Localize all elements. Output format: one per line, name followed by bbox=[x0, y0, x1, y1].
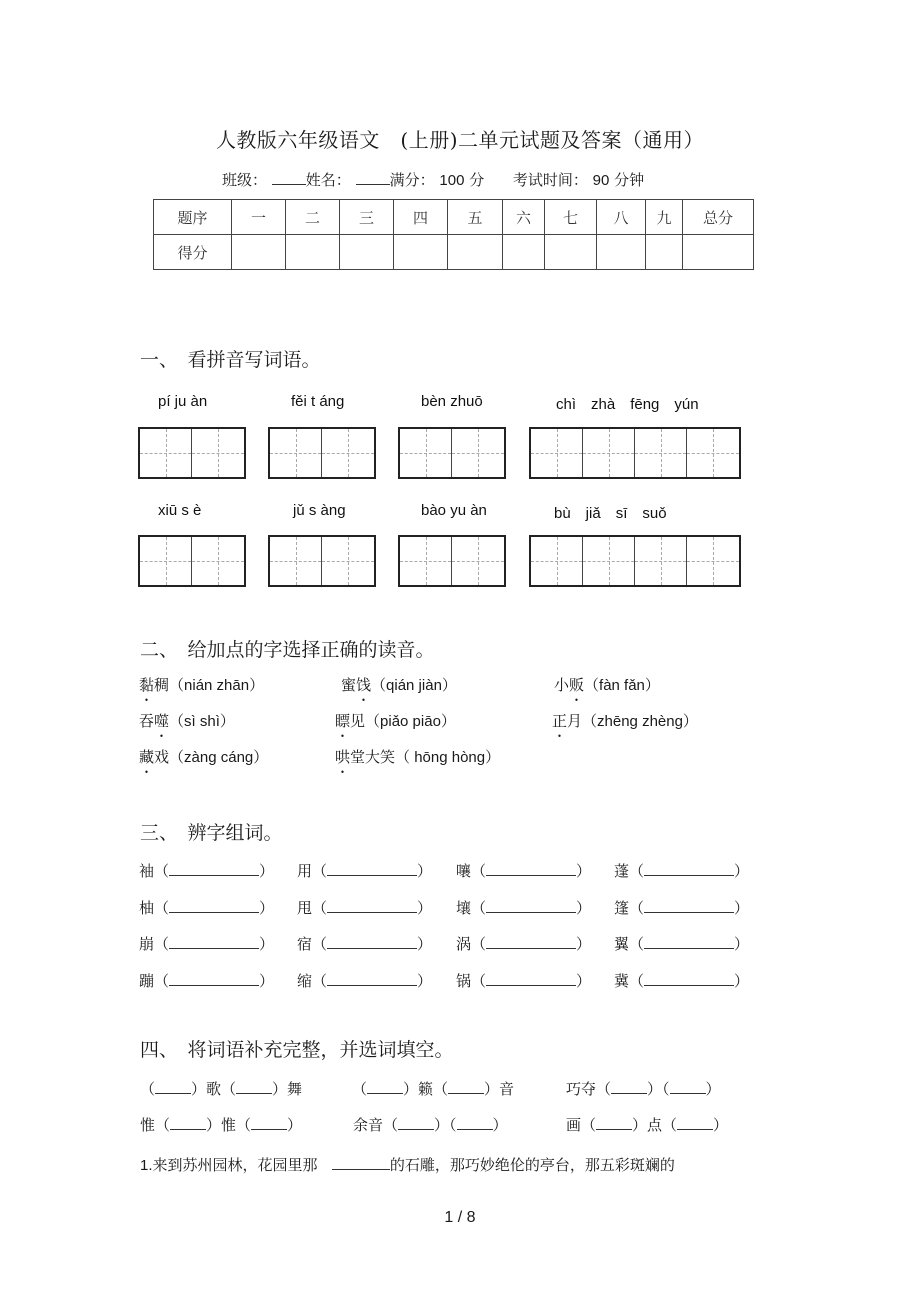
document-title: 人教版六年级语文 (上册)二单元试题及答案（通用） bbox=[215, 128, 705, 152]
grid-cell[interactable] bbox=[192, 429, 244, 477]
pronunciation-options[interactable]: （zhēng zhèng） bbox=[582, 713, 698, 730]
answer-blank[interactable] bbox=[486, 934, 576, 949]
score-cell[interactable] bbox=[340, 235, 394, 270]
grid-cell[interactable] bbox=[583, 429, 635, 477]
writing-grid[interactable] bbox=[529, 535, 741, 587]
grid-cell[interactable] bbox=[635, 537, 687, 585]
answer-blank[interactable] bbox=[332, 1155, 390, 1170]
answer-blank[interactable] bbox=[327, 971, 417, 986]
grid-cell[interactable] bbox=[400, 537, 452, 585]
score-cell[interactable] bbox=[286, 235, 340, 270]
dotted-char: 贩 bbox=[569, 676, 585, 694]
pinyin-label: bù jiǎ sī suǒ bbox=[554, 505, 667, 522]
score-cell[interactable] bbox=[597, 235, 646, 270]
answer-blank[interactable] bbox=[367, 1079, 403, 1094]
pronunciation-options[interactable]: （sì shì） bbox=[169, 713, 235, 730]
answer-blank[interactable] bbox=[169, 934, 259, 949]
answer-blank[interactable] bbox=[169, 898, 259, 913]
grid-cell[interactable] bbox=[687, 537, 739, 585]
answer-blank[interactable] bbox=[327, 898, 417, 913]
score-header-cell: 题序 bbox=[154, 200, 232, 235]
answer-blank[interactable] bbox=[486, 971, 576, 986]
section3-heading: 三、 辨字组词。 bbox=[140, 822, 283, 844]
grid-cell[interactable] bbox=[270, 429, 322, 477]
word-item: 袖（ ） bbox=[139, 862, 275, 880]
idiom-item: 惟（ ）惟（ ） bbox=[140, 1116, 303, 1134]
word-item: 壤（ ） bbox=[456, 899, 592, 917]
answer-blank[interactable] bbox=[170, 1115, 206, 1130]
answer-blank[interactable] bbox=[155, 1079, 191, 1094]
grid-cell[interactable] bbox=[140, 537, 192, 585]
answer-blank[interactable] bbox=[644, 898, 734, 913]
idiom-item: 画（ ）点（ ） bbox=[566, 1116, 729, 1134]
score-header-cell: 六 bbox=[503, 200, 545, 235]
dotted-char: 藏 bbox=[139, 748, 155, 766]
section2-heading: 二、 给加点的字选择正确的读音。 bbox=[140, 639, 435, 661]
grid-cell[interactable] bbox=[452, 429, 504, 477]
score-header-cell: 五 bbox=[448, 200, 503, 235]
pronunciation-options[interactable]: （nián zhān） bbox=[169, 677, 265, 694]
fill-sentence: 1.来到苏州园林，花园里那 的石雕，那巧妙绝伦的亭台，那五彩斑斓的 bbox=[140, 1156, 675, 1174]
answer-blank[interactable] bbox=[611, 1079, 647, 1094]
writing-grid[interactable] bbox=[398, 427, 506, 479]
full-score-label: 满分： bbox=[389, 171, 435, 189]
answer-blank[interactable] bbox=[448, 1079, 484, 1094]
pronunciation-item: 正月（zhēng zhèng） bbox=[552, 712, 698, 730]
word-item: 锅（ ） bbox=[456, 972, 592, 990]
score-header-cell: 七 bbox=[545, 200, 597, 235]
word-item: 蓬（ ） bbox=[614, 862, 750, 880]
answer-blank[interactable] bbox=[327, 934, 417, 949]
answer-blank[interactable] bbox=[486, 861, 576, 876]
answer-blank[interactable] bbox=[644, 971, 734, 986]
score-header-cell: 四 bbox=[394, 200, 448, 235]
time-value: 90 bbox=[592, 172, 610, 189]
time-unit: 分钟 bbox=[614, 171, 645, 189]
score-header-cell: 总分 bbox=[683, 200, 754, 235]
word-item: 冀（ ） bbox=[614, 972, 750, 990]
pronunciation-options[interactable]: （piǎo piāo） bbox=[365, 713, 456, 730]
word-item: 柚（ ） bbox=[139, 899, 275, 917]
score-header-cell: 二 bbox=[286, 200, 340, 235]
answer-blank[interactable] bbox=[169, 971, 259, 986]
answer-blank[interactable] bbox=[677, 1115, 713, 1130]
pronunciation-item: 黏稠（nián zhān） bbox=[139, 676, 265, 694]
pronunciation-options[interactable]: （qián jiàn） bbox=[371, 677, 457, 694]
full-score-value: 100 bbox=[439, 172, 465, 189]
grid-cell[interactable] bbox=[400, 429, 452, 477]
grid-cell[interactable] bbox=[687, 429, 739, 477]
answer-blank[interactable] bbox=[169, 861, 259, 876]
score-row-label: 得分 bbox=[154, 235, 232, 270]
name-label: 姓名： bbox=[305, 171, 351, 189]
answer-blank[interactable] bbox=[457, 1115, 493, 1130]
grid-cell[interactable] bbox=[270, 537, 322, 585]
writing-grid[interactable] bbox=[398, 535, 506, 587]
writing-grid[interactable] bbox=[138, 535, 246, 587]
writing-grid[interactable] bbox=[138, 427, 246, 479]
score-cell[interactable] bbox=[545, 235, 597, 270]
class-blank bbox=[272, 170, 306, 185]
pronunciation-options[interactable]: （fàn fǎn） bbox=[584, 677, 660, 694]
score-cell[interactable] bbox=[683, 235, 754, 270]
pinyin-label: jǔ s àng bbox=[293, 502, 346, 519]
pronunciation-options[interactable]: （ hōng hòng） bbox=[395, 749, 501, 766]
score-table bbox=[153, 199, 754, 270]
dotted-char: 噬 bbox=[154, 712, 170, 730]
score-cell[interactable] bbox=[394, 235, 448, 270]
word-item: 蹦（ ） bbox=[139, 972, 275, 990]
word-item: 缩（ ） bbox=[297, 972, 433, 990]
dotted-char: 瞟 bbox=[335, 712, 351, 730]
idiom-item: （ ）歌（ ）舞 bbox=[140, 1080, 303, 1098]
word-item: 宿（ ） bbox=[297, 935, 433, 953]
word-item: 甩（ ） bbox=[297, 899, 433, 917]
grid-cell[interactable] bbox=[531, 537, 583, 585]
pinyin-label: bào yu àn bbox=[421, 502, 487, 519]
sentence-number: 1. bbox=[140, 1157, 153, 1174]
answer-blank[interactable] bbox=[398, 1115, 434, 1130]
score-header-cell: 三 bbox=[340, 200, 394, 235]
grid-cell[interactable] bbox=[531, 429, 583, 477]
grid-cell[interactable] bbox=[583, 537, 635, 585]
pronunciation-item: 吞噬（sì shì） bbox=[139, 712, 235, 730]
pronunciation-item: 瞟见（piǎo piāo） bbox=[335, 712, 456, 730]
pronunciation-item: 藏戏（zàng cáng） bbox=[139, 748, 269, 766]
score-table-header-row bbox=[154, 200, 754, 235]
name-blank bbox=[356, 170, 390, 185]
score-table-score-row bbox=[154, 235, 754, 270]
dotted-char: 黏 bbox=[139, 676, 155, 694]
class-label: 班级： bbox=[222, 171, 268, 189]
idiom-item: （ ）籁（ ）音 bbox=[352, 1080, 515, 1098]
grid-cell[interactable] bbox=[452, 537, 504, 585]
dotted-char: 正 bbox=[552, 712, 568, 730]
pronunciation-item: 哄堂大笑（ hōng hòng） bbox=[335, 748, 501, 766]
writing-grid[interactable] bbox=[268, 427, 376, 479]
answer-blank[interactable] bbox=[596, 1115, 632, 1130]
time-label: 考试时间： bbox=[512, 171, 588, 189]
score-unit: 分 bbox=[469, 171, 485, 189]
score-header-cell: 九 bbox=[646, 200, 683, 235]
idiom-item: 巧夺（ ）（ ） bbox=[566, 1080, 721, 1098]
score-cell[interactable] bbox=[232, 235, 286, 270]
dotted-char: 饯 bbox=[356, 676, 372, 694]
answer-blank[interactable] bbox=[486, 898, 576, 913]
score-header-cell: 八 bbox=[597, 200, 646, 235]
section4-heading: 四、 将词语补充完整，并选词填空。 bbox=[140, 1039, 454, 1061]
dotted-char: 哄 bbox=[335, 748, 351, 766]
pinyin-label: fěi t áng bbox=[291, 393, 345, 410]
grid-cell[interactable] bbox=[140, 429, 192, 477]
grid-cell[interactable] bbox=[322, 537, 374, 585]
answer-blank[interactable] bbox=[236, 1079, 272, 1094]
answer-blank[interactable] bbox=[251, 1115, 287, 1130]
pronunciation-item: 小贩（fàn fǎn） bbox=[554, 676, 660, 694]
writing-grid[interactable] bbox=[268, 535, 376, 587]
pronunciation-item: 蜜饯（qián jiàn） bbox=[341, 676, 457, 694]
score-header-cell: 一 bbox=[232, 200, 286, 235]
writing-grid[interactable] bbox=[529, 427, 741, 479]
score-cell[interactable] bbox=[646, 235, 683, 270]
word-item: 翼（ ） bbox=[614, 935, 750, 953]
word-item: 崩（ ） bbox=[139, 935, 275, 953]
answer-blank[interactable] bbox=[670, 1079, 706, 1094]
idiom-item: 余音（ ）（ ） bbox=[353, 1116, 508, 1134]
answer-blank[interactable] bbox=[327, 861, 417, 876]
pinyin-label: chì zhà fēng yún bbox=[556, 396, 699, 413]
grid-cell[interactable] bbox=[192, 537, 244, 585]
page-number: 1 / 8 bbox=[444, 1209, 476, 1226]
pronunciation-options[interactable]: （zàng cáng） bbox=[169, 749, 269, 766]
pinyin-label: bèn zhuō bbox=[421, 393, 483, 410]
exam-meta bbox=[222, 169, 644, 190]
answer-blank[interactable] bbox=[644, 861, 734, 876]
word-item: 嚷（ ） bbox=[456, 862, 592, 880]
score-cell[interactable] bbox=[503, 235, 545, 270]
pinyin-label: xiū s è bbox=[158, 502, 202, 519]
score-cell[interactable] bbox=[448, 235, 503, 270]
grid-cell[interactable] bbox=[322, 429, 374, 477]
word-item: 用（ ） bbox=[297, 862, 433, 880]
word-item: 涡（ ） bbox=[456, 935, 592, 953]
grid-cell[interactable] bbox=[635, 429, 687, 477]
answer-blank[interactable] bbox=[644, 934, 734, 949]
pinyin-label: pí ju àn bbox=[158, 393, 208, 410]
section1-heading: 一、 看拼音写词语。 bbox=[140, 349, 321, 371]
word-item: 篷（ ） bbox=[614, 899, 750, 917]
